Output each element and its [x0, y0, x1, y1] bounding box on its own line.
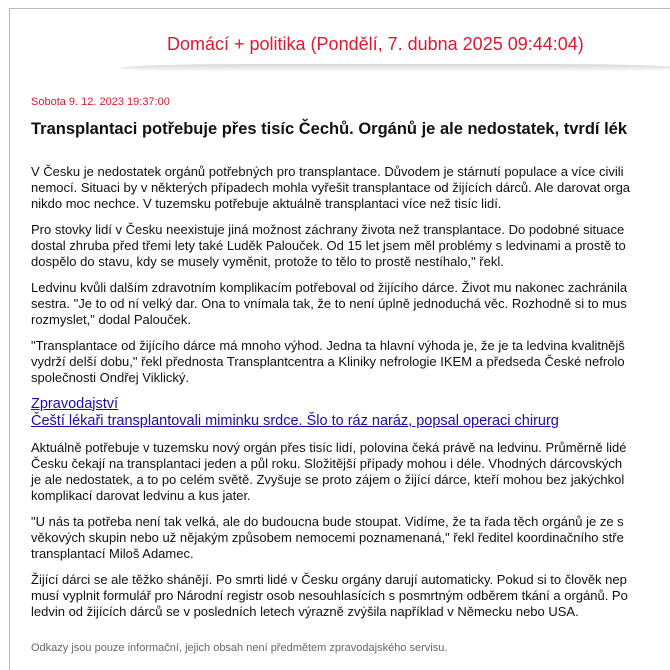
paragraph-line: transplantací Miloš Adamec. [31, 546, 194, 561]
paragraph-line: je ale nedostatek, a to po celém světě. Zvyšuje se proto zájem o žijící dárce, kteří mohou bez jakýchkol [31, 472, 625, 487]
article-paragraph [31, 280, 670, 328]
paragraph-line: V Česku je nedostatek orgánů potřebných pro transplantace. Důvodem je stárnutí populace a více civili [31, 164, 624, 179]
paragraph-line: komplikací darovat ledvinu a kus jater. [31, 488, 251, 503]
paragraph-line: sestra. "Je to od ní velký dar. Ona to vnímala tak, že to není úplně jednoduchá věc. Rozhodně si to mus [31, 296, 627, 311]
article [31, 96, 670, 654]
article-paragraph [31, 222, 670, 270]
related-article [31, 396, 670, 430]
paragraph-line: dostal zhruba před třemi lety také Luděk Palouček. Od 15 let jsem měl problémy s ledvinami a prostě to [31, 238, 626, 253]
related-section-link[interactable]: Zpravodajství [31, 396, 119, 412]
paragraph-line: ledvin od žijících dárců se v posledních letech výrazně zvýšila například v Německu nebo USA. [31, 604, 579, 619]
article-paragraph [31, 440, 670, 504]
article-paragraph [31, 164, 670, 212]
paragraph-line: nikdo moc nechce. V tuzemsku potřebuje aktuálně transplantaci více než tisíc lidí. [31, 196, 502, 211]
header-shadow [120, 64, 670, 72]
paragraph-line: "U nás ta potřeba není tak velká, ale do budoucna bude stoupat. Vidíme, že ta řada těch orgánů je ze s [31, 514, 624, 529]
paragraph-line: musí vyplnit formulář pro Národní registr osob nesouhlasících s posmrtným odběrem tkání a orgánů. Po [31, 588, 628, 603]
article-date: Sobota 9. 12. 2023 19:37:00 [31, 96, 170, 108]
paragraph-line: společnosti Ondřej Viklický. [31, 370, 189, 385]
paragraph-line: dospělo do stavu, kdy se musely vyměnit, protože to tělo to prostě nestíhalo," řekl. [31, 254, 504, 269]
paragraph-line: vydrží delší dobu," řekl přednosta Transplantcentra a Kliniky nefrologie IKEM a předseda České nefrolo [31, 354, 625, 369]
article-paragraph [31, 572, 670, 620]
disclaimer: Odkazy jsou pouze informační, jejich obsah není předmětem zpravodajského servisu. [31, 642, 448, 654]
paragraph-line: "Transplantace od žijícího dárce má mnoho výhod. Jedna ta hlavní výhoda je, že je ta ledvina kvalitnějš [31, 338, 625, 353]
section-title: Domácí + politika (Pondělí, 7. dubna 2025 09:44:04) [167, 34, 584, 54]
paragraph-line: Aktuálně potřebuje v tuzemsku nový orgán přes tisíc lidí, polovina čeká právě na ledvinu. Průměrně lidé [31, 440, 627, 455]
paragraph-line: Pro stovky lidí v Česku neexistuje jiná možnost záchrany života než transplantace. Do podobné situace [31, 222, 625, 237]
section-header [0, 30, 670, 75]
article-paragraph [31, 338, 670, 386]
article-headline: Transplantaci potřebuje přes tisíc Čechů. Orgánů je ale nedostatek, tvrdí lék [31, 120, 628, 138]
related-article-link[interactable]: Čeští lékaři transplantovali miminku srdce. Šlo to ráz naráz, popsal operaci chirurg [31, 413, 559, 429]
paragraph-line: rozmyslet," dodal Palouček. [31, 312, 191, 327]
paragraph-line: věkových skupin nebo už nějakým způsobem nemocemi poznamenaná," řekl ředitel koordinačního stře [31, 530, 624, 545]
paragraph-line: nemocí. Situaci by v některých případech mohla vyřešit transplantace od žijících dárců. Ale darovat orga [31, 180, 631, 195]
paragraph-line: Česku čekají na transplantaci jeden a půl roku. Složitější případy mohou i déle. Vhodných dárcovských [31, 456, 623, 471]
paragraph-line: Žijící dárci se ale těžko shánějí. Po smrti lidé v Česku orgány darují automaticky. Pokud si to člověk nep [31, 572, 627, 587]
paragraph-line: Ledvinu kvůli dalším zdravotním komplikacím potřeboval od žijícího dárce. Život mu nakonec zachránila [31, 280, 628, 295]
article-paragraph [31, 514, 670, 562]
